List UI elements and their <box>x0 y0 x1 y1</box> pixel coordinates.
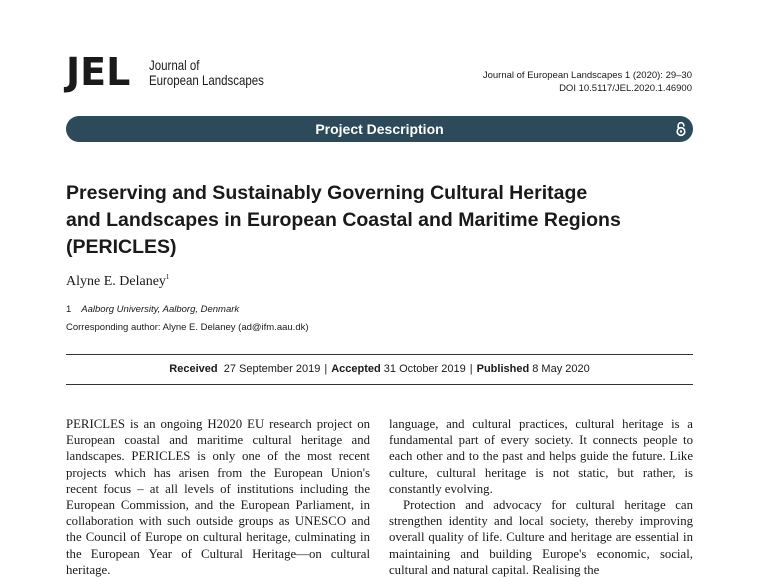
journal-name-line2: European Landscapes <box>149 72 264 88</box>
affiliation-number: 1 <box>66 304 72 315</box>
citation-line: Journal of European Landscapes 1 (2020): 29–30 <box>482 70 692 81</box>
title-line: (PERICLES) <box>66 236 177 258</box>
author-name <box>66 274 169 290</box>
corresponding-author: Corresponding author: Alyne E. Delaney (ad@ifm.aau.dk) <box>66 322 309 333</box>
accepted-date: 31 October 2019 <box>383 363 466 375</box>
received-label: Received <box>169 363 218 375</box>
published-date: 8 May 2020 <box>532 363 590 375</box>
article-type-label: Project Description <box>315 121 444 137</box>
publication-dates <box>66 363 693 375</box>
affiliation <box>66 304 239 315</box>
author-text: Alyne E. Delaney <box>66 274 166 289</box>
published-label: Published <box>476 363 530 375</box>
divider <box>66 354 693 355</box>
author-affiliation-marker: 1 <box>165 273 170 281</box>
title-line: Preserving and Sustainably Governing Cultural Heritage <box>66 182 588 204</box>
divider <box>66 384 693 385</box>
date-separator: | <box>324 363 328 375</box>
article-title <box>66 180 686 261</box>
body-paragraph: language, and cultural practices, cultural heritage is a fundamental part of every society. It connects people to each other and to the past and helps guide the future. Like culture, cultural heritage is not static, but rather, is constantly evolving. <box>389 417 693 496</box>
affiliation-text: Aalborg University, Aalborg, Denmark <box>81 304 240 315</box>
open-access-icon <box>675 121 687 137</box>
body-paragraph: PERICLES is an ongoing H2020 EU research project on European coastal and maritime cultural heritage and landscapes. PERICLES is only one of the most recent projects which has arisen from the European Union's recent focus – at all levels of institutions including the European Commission, and the European Parliament, in collaboration with such outside groups as UNESCO and the Council of Europe on cultural heritage, culminating in the European Year of Cultural Heritage—on cultural heritage. <box>66 417 370 577</box>
title-line: and Landscapes in European Coastal and Maritime Regions <box>66 209 621 231</box>
date-separator: | <box>469 363 473 375</box>
body-paragraph: Protection and advocacy for cultural heritage can strengthen identity and local society, thereby improving overall quality of life. Culture and heritage are essential in maintaining and building Europe's economic, social, cultural and natural capital. Realising the <box>389 498 693 577</box>
accepted-label: Accepted <box>331 363 381 375</box>
doi-line: DOI 10.5117/JEL.2020.1.46900 <box>559 83 692 94</box>
journal-name-line1: Journal of <box>149 57 200 73</box>
journal-logo-abbrev: JEL <box>66 50 131 94</box>
body-column-right <box>389 416 693 578</box>
body-column-left <box>66 416 370 578</box>
article-type-banner <box>66 116 693 142</box>
journal-logo-name <box>149 58 264 88</box>
received-date: 27 September 2019 <box>223 363 321 375</box>
citation-block <box>483 69 692 95</box>
